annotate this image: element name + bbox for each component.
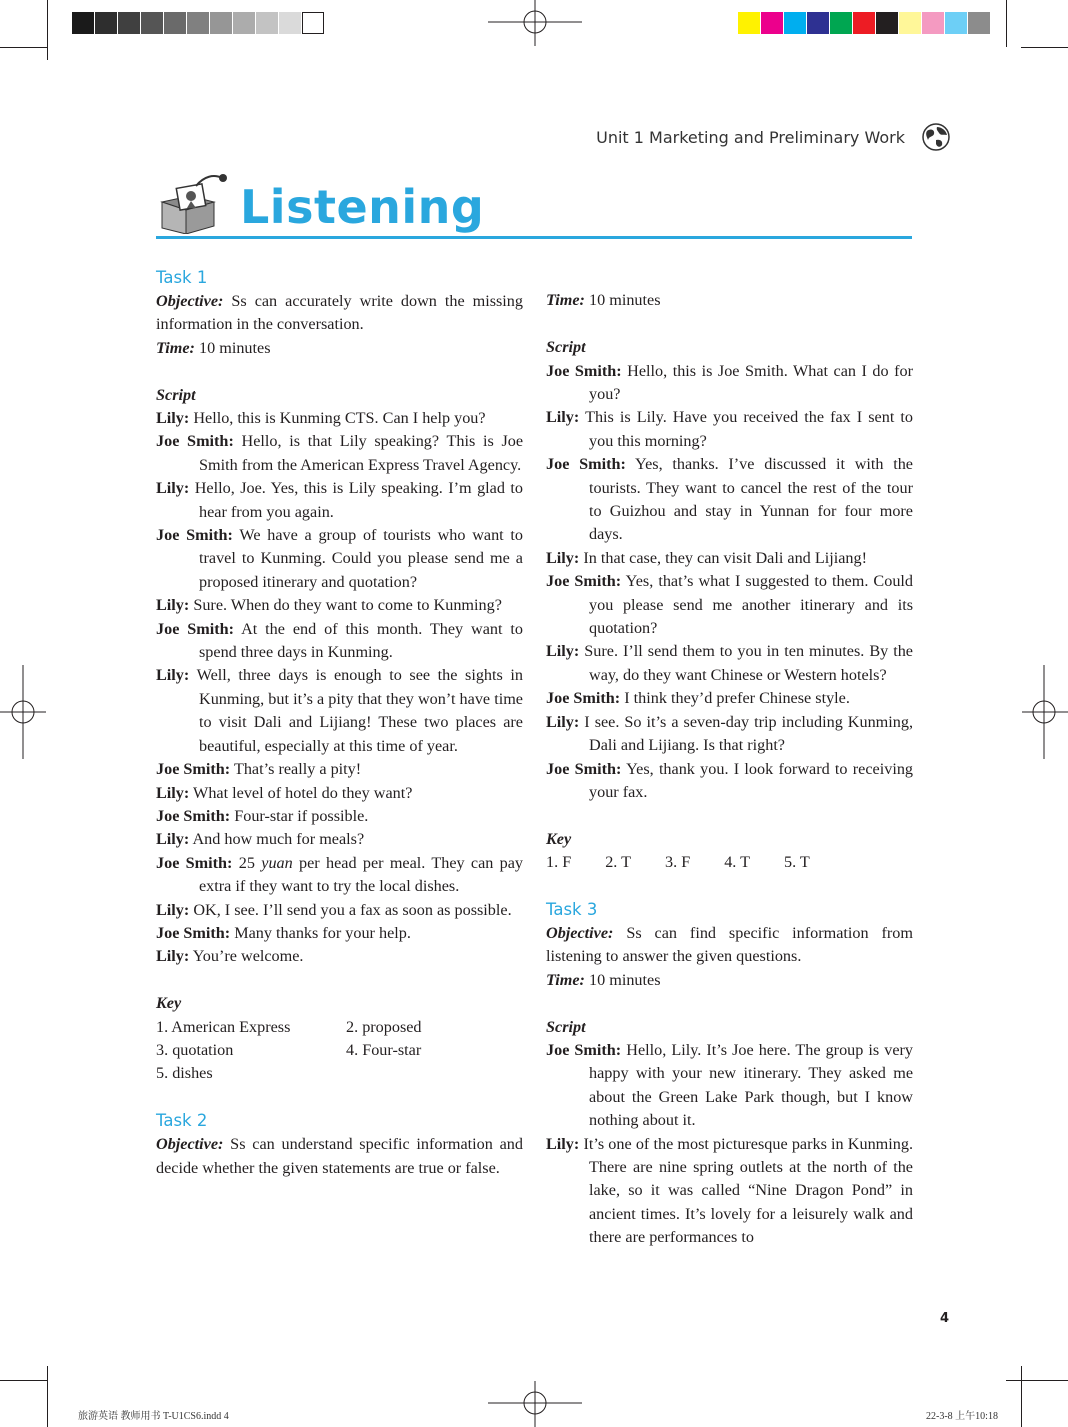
dialogue-text: Hello, this is Kunming CTS. Can I help you? [193,409,486,428]
crop-mark [1006,1380,1068,1381]
objective-text: Ss can understand specific information and decide whether the given statements are true or false. [156,1135,523,1177]
time-text: 10 minutes [584,970,661,989]
task2-time [546,289,913,312]
dialogue-turn [546,640,913,687]
crop-mark [0,47,47,48]
dialogue-text: And how much for meals? [192,830,365,849]
time-text: 10 minutes [584,291,661,310]
color-swatch [95,12,117,34]
task3-heading: Task 3 [546,899,598,919]
dialogue-text: Many thanks for your help. [234,923,411,942]
registration-mark-bottom [488,1381,582,1427]
dialogue-turn [156,664,523,758]
dialogue-turn [156,477,523,524]
dialogue-turn [156,805,523,828]
color-swatch [187,12,209,34]
objective-label: Objective: [546,923,614,942]
color-swatch [968,12,990,34]
dialogue-text: per head per meal. They can pay extra if they want to try the local dishes. [199,853,524,896]
speaker-name: Joe Smith: [546,689,621,708]
task1-key [156,1016,523,1086]
speaker-name: Joe Smith: [546,572,622,591]
dialogue-text: I think they’d prefer Chinese style. [624,689,850,708]
task1-objective [156,290,523,337]
color-swatch [922,12,944,34]
key-item: 1. F [546,853,572,872]
color-swatch [738,12,760,34]
key-item: 3. F [665,853,691,872]
dialogue-text: We have a group of tourists who want to travel to Kunming. Could you please send me a proposed itinerary and quotation? [199,526,524,591]
time-label: Time: [156,338,195,357]
speaker-name: Joe Smith: [156,806,231,825]
color-swatch [853,12,875,34]
speaker-name: Joe Smith: [156,619,235,638]
speaker-name: Joe Smith: [156,853,233,872]
dialogue-turn [156,430,523,477]
dialogue-text: Four-star if possible. [234,806,369,825]
speaker-name: Lily: [546,1134,580,1153]
dialogue-text: Hello, Joe. Yes, this is Lily speaking. I’m glad to hear from you again. [194,479,524,521]
dialogue-text: Yes, thanks. I’ve discussed it with the tourists. They want to cancel the rest of the tour to Guizhou and stay in Yunnan for four more days. [589,455,913,544]
color-swatch [72,12,94,34]
task3-script [546,1039,913,1250]
dialogue-turn [156,828,523,851]
dialogue-text: Hello, is that Lily speaking? This is Joe Smith from the American Express Travel Agency. [199,432,524,474]
key-item: 5. dishes [156,1064,213,1083]
speaker-name: Lily: [156,783,190,802]
task1-time [156,337,523,360]
speaker-name: Joe Smith: [546,361,622,380]
objective-label: Objective: [156,1135,224,1154]
color-swatch [784,12,806,34]
title-rule [156,236,912,239]
key-item: 1. American Express [156,1017,291,1036]
dialogue-turn [546,711,913,758]
dialogue-turn [156,594,523,617]
dialogue-text: Yes, thank you. I look forward to receiving your fax. [589,759,914,801]
time-label: Time: [546,291,585,310]
task2-script-label: Script [546,338,586,357]
color-swatch [945,12,967,34]
dialogue-text: It’s one of the most picturesque parks in Kunming. There are nine spring outlets at the north of the lake, so it was called “Nine Dragon Pond” in ancient times. It’s lovely for a leisurely walk and there are performances to [583,1134,913,1247]
speaker-name: Joe Smith: [546,1040,622,1059]
speaker-name: Lily: [546,712,580,731]
speaker-name: Lily: [546,642,580,661]
speaker-name: Joe Smith: [156,923,231,942]
speaker-name: Joe Smith: [156,432,234,451]
dialogue-text: You’re welcome. [192,947,304,966]
task1-script [156,407,523,969]
section-title: Listening [240,180,485,234]
dialogue-turn [156,922,523,945]
task2-key [546,851,913,874]
dialogue-turn [546,360,913,407]
dialogue-turn [546,1039,913,1133]
key-item: 2. proposed [346,1017,422,1036]
task3-objective [546,922,913,969]
dialogue-text: 25 [238,853,262,872]
registration-mark-top [488,0,582,46]
dialogue-text: Hello, this is Joe Smith. What can I do for you? [589,361,913,403]
task2-objective [156,1133,523,1180]
dialogue-turn [156,758,523,781]
color-swatch [210,12,232,34]
dialogue-turn [546,453,913,547]
speaker-name: Lily: [546,548,580,567]
color-swatch [830,12,852,34]
running-head: Unit 1 Marketing and Preliminary Work [596,128,905,147]
crop-mark [47,1366,48,1427]
color-swatch [302,12,324,34]
dialogue-text: Sure. I’ll send them to you in ten minutes. By the way, do they want Chinese or Western hotels? [584,642,913,684]
color-swatch [141,12,163,34]
task1-key-label: Key [156,994,182,1013]
speaker-name: Joe Smith: [546,455,626,474]
speaker-name: Lily: [156,900,190,919]
dialogue-turn [546,547,913,570]
dialogue-turn [546,758,913,805]
dialogue-text: That’s really a pity! [233,760,362,779]
color-swatch [899,12,921,34]
speaker-name: Lily: [156,666,190,685]
dialogue-turn [156,407,523,430]
left-column [156,266,523,1180]
dialogue-text: Sure. When do they want to come to Kunming? [193,596,502,615]
dialogue-turn [156,618,523,665]
objective-text: Ss can find specific information from listening to answer the given questions. [546,923,913,966]
dialogue-turn [546,1133,913,1250]
key-item: 5. T [784,853,810,872]
dialogue-text: What level of hotel do they want? [193,783,413,802]
speaker-name: Lily: [156,947,190,966]
globe-icon [921,122,951,152]
dialogue-turn [156,524,523,594]
color-swatch [279,12,301,34]
color-swatch [256,12,278,34]
task2-script [546,360,913,805]
dialogue-text: At the end of this month. They want to spend three days in Kunming. [199,619,524,662]
color-swatch [233,12,255,34]
task1-heading: Task 1 [156,268,208,287]
registration-mark-right [1022,665,1068,759]
crop-mark [47,0,48,60]
speaker-name: Lily: [156,596,190,615]
dialogue-turn [156,945,523,968]
task2-heading: Task 2 [156,1111,208,1131]
dialogue-text: This is Lily. Have you received the fax I sent to you this morning? [585,408,913,450]
task1-script-label: Script [156,385,196,404]
dialogue-turn [546,406,913,453]
crop-mark [1021,1366,1022,1427]
speaker-name: Joe Smith: [546,759,622,778]
task2-key-label: Key [546,829,572,848]
dialogue-turn [546,570,913,640]
color-swatch [761,12,783,34]
speaker-name: Joe Smith: [156,760,231,779]
dialogue-text: Well, three days is enough to see the sights in Kunming, but it’s a pity that they won’t have time to visit Dali and Lijiang! These two places are beautiful, especially at this time of year. [196,666,523,755]
slug-right: 22-3-8 上午10:18 [926,1411,998,1422]
registration-mark-left [0,665,46,759]
key-item: 4. T [724,853,750,872]
key-item: 4. Four-star [346,1040,422,1059]
dialogue-turn [546,687,913,710]
listening-icon [156,172,232,234]
speaker-name: Lily: [156,479,190,498]
task3-time [546,969,913,992]
key-item: 2. T [605,853,631,872]
dialogue-turn [156,782,523,805]
color-swatch [118,12,140,34]
dialogue-text: I see. So it’s a seven-day trip including Kunming, Dali and Lijiang. Is that right? [584,712,914,755]
crop-mark [0,1380,47,1381]
time-text: 10 minutes [194,338,271,357]
dialogue-text: Hello, Lily. It’s Joe here. The group is very happy with your new itinerary. They asked me about the Green Lake Park though, but I know nothing about it. [589,1040,914,1130]
objective-text: Ss can accurately write down the missing information in the conversation. [156,292,523,334]
slug-left: 旅游英语 教师用书 T-U1CS6.indd 4 [78,1411,229,1422]
page-number: 4 [940,1311,950,1326]
dialogue-turn [156,899,523,922]
color-swatch [807,12,829,34]
dialogue-text: OK, I see. I’ll send you a fax as soon as possible. [193,900,512,919]
right-column [546,266,913,1250]
key-item: 3. quotation [156,1040,234,1059]
crop-mark [1021,47,1068,48]
color-swatch [876,12,898,34]
dialogue-turn [156,852,523,899]
time-label: Time: [546,970,585,989]
speaker-name: Joe Smith: [156,526,233,545]
color-swatch [164,12,186,34]
task3-script-label: Script [546,1017,586,1036]
dialogue-text: In that case, they can visit Dali and Lijiang! [583,548,867,567]
dialogue-text-italic: yuan [261,853,293,872]
dialogue-text: Yes, that’s what I suggested to them. Could you please send me another itinerary and its quotation? [589,572,914,638]
speaker-name: Lily: [546,408,580,427]
speaker-name: Lily: [156,830,190,849]
objective-label: Objective: [156,292,224,310]
speaker-name: Lily: [156,409,190,428]
crop-mark [1006,0,1007,47]
